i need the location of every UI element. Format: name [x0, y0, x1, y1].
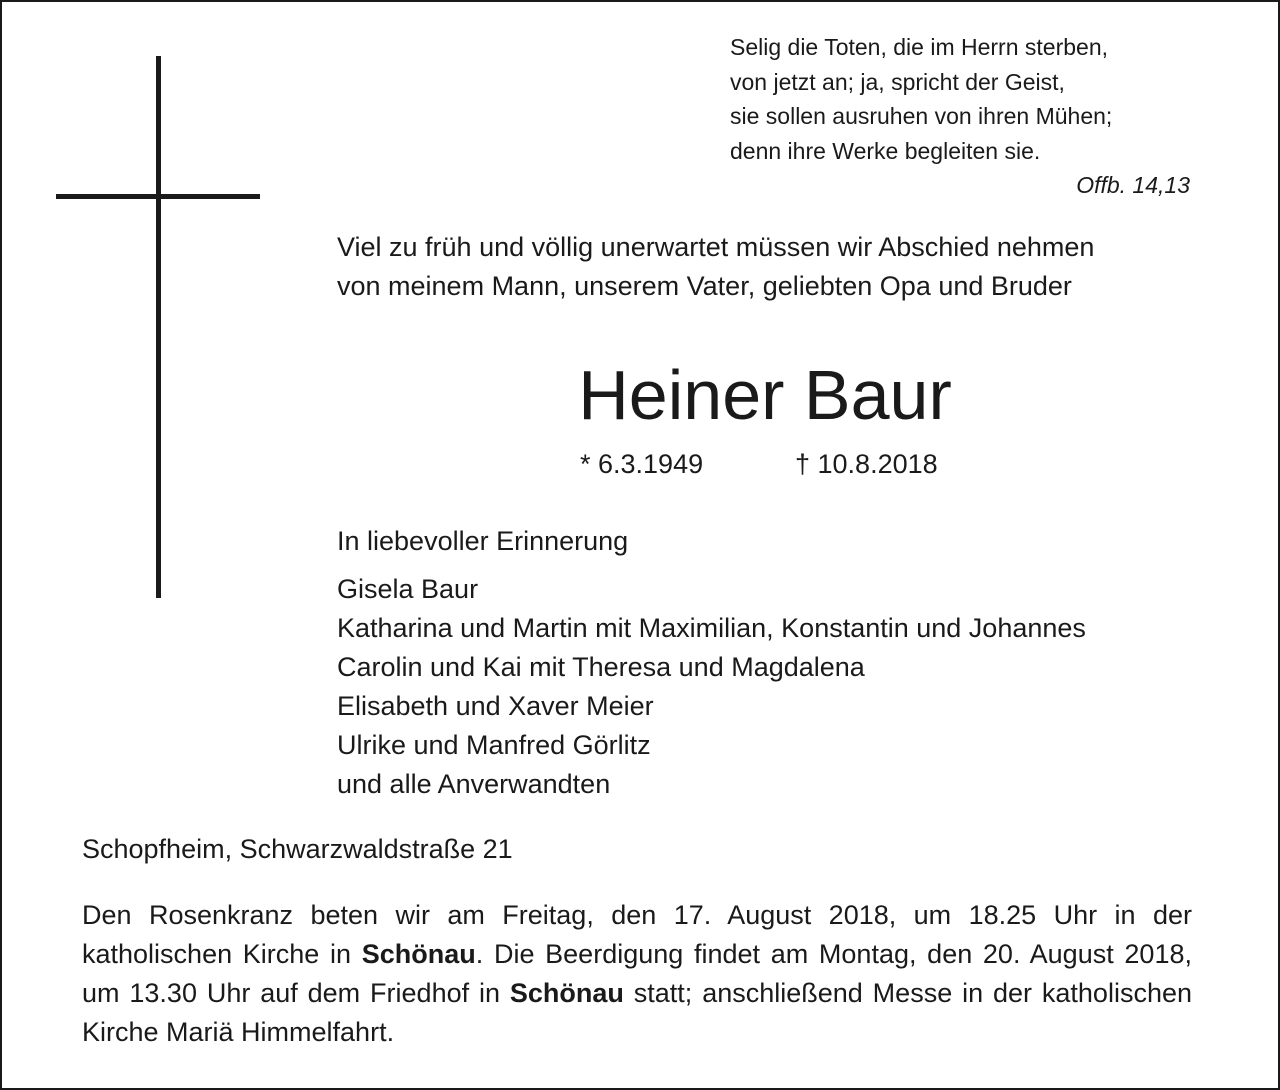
- service-place: Schönau: [509, 978, 624, 1008]
- service-text: Den Rosenkranz beten wir am Freitag, den 17. August 2018, um 18.25 Uhr in der katholischen Kirche in: [82, 900, 1192, 969]
- memory-heading: In liebevoller Erinnerung: [337, 526, 629, 556]
- mourner-item: Carolin und Kai mit Theresa und Magdalena: [337, 652, 865, 682]
- cross-vertical-bar: [156, 56, 161, 598]
- intro-line: Viel zu früh und völlig unerwartet müssen wir Abschied nehmen: [337, 232, 1095, 262]
- intro-line: von meinem Mann, unserem Vater, geliebten Opa und Bruder: [337, 271, 1072, 301]
- mourner-address: Schopfheim, Schwarzwaldstraße 21: [82, 834, 513, 864]
- mourner-item: Elisabeth und Xaver Meier: [337, 691, 654, 721]
- intro-text: [337, 228, 1217, 306]
- mourner-item: Ulrike und Manfred Görlitz: [337, 730, 651, 760]
- verse-line: von jetzt an; ja, spricht der Geist,: [730, 68, 1065, 95]
- mourner-item: und alle Anverwandten: [337, 769, 611, 799]
- verse-line: denn ihre Werke begleiten sie.: [730, 137, 1041, 164]
- service-text: statt; anschließend Messe in der katholischen Kirche Mariä Himmelfahrt.: [82, 978, 1192, 1047]
- bible-verse: [730, 30, 1200, 203]
- birth-date: * 6.3.1949: [580, 449, 704, 479]
- mourner-item: Gisela Baur: [337, 574, 479, 604]
- verse-reference: Offb. 14,13: [1076, 172, 1190, 198]
- cross-horizontal-bar: [56, 194, 260, 199]
- service-place: Schönau: [361, 939, 476, 969]
- mourners-list: [337, 570, 1086, 804]
- mourner-item: Katharina und Martin mit Maximilian, Konstantin und Johannes: [337, 613, 1086, 643]
- verse-line: sie sollen ausruhen von ihren Mühen;: [730, 103, 1113, 129]
- deceased-name: Heiner Baur: [578, 356, 952, 434]
- verse-line: Selig die Toten, die im Herrn sterben,: [730, 34, 1108, 60]
- service-text: . Die Beerdigung findet am Montag, den 20. August 2018, um 13.30 Uhr auf dem Friedhof in: [82, 939, 1192, 1008]
- service-details: [82, 896, 1192, 1052]
- death-date: † 10.8.2018: [795, 449, 938, 479]
